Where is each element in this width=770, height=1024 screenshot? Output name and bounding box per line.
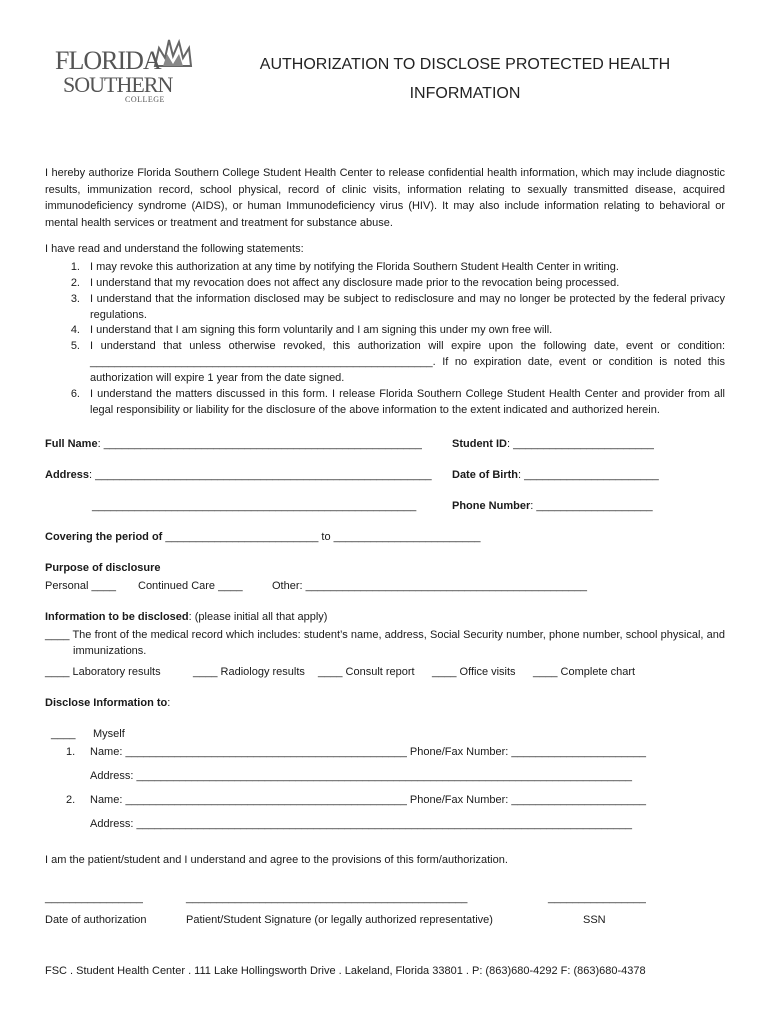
logo-text-florida: FLORIDA xyxy=(55,46,161,75)
phone-blank[interactable]: : ___________________ xyxy=(530,500,653,512)
logo-text-southern: SOUTHERN xyxy=(63,72,173,97)
info-complete-option[interactable]: ____ Complete chart xyxy=(533,666,636,678)
purpose-heading-text: Purpose of disclosure xyxy=(45,562,161,574)
student-id-label: Student ID xyxy=(452,438,507,450)
full-name-blank[interactable]: : ____________________________________________________ xyxy=(97,438,422,450)
recipient-1-name-phone[interactable]: Name: ______________________________________________ Phone/Fax Number: ______________________ xyxy=(90,746,647,758)
period-field[interactable] xyxy=(45,529,480,545)
disclose-heading-text: Disclose Information to xyxy=(45,697,168,709)
purpose-personal[interactable]: Personal ____ xyxy=(45,580,116,592)
title-line-2: INFORMATION xyxy=(409,85,521,102)
address-field[interactable] xyxy=(45,467,432,483)
footer-contact: FSC . Student Health Center . 111 Lake Hollingsworth Drive . Lakeland, Florida 33801 . P: (863)680-4292 F: (863)680-4378 xyxy=(45,965,646,977)
purpose-continued-care[interactable]: Continued Care ____ xyxy=(138,580,243,592)
statement-text: I understand that my revocation does not affect any disclosure made prior to the revocation being processed. xyxy=(90,277,620,289)
phone-field[interactable] xyxy=(452,498,653,514)
statement-number: 3. xyxy=(70,293,80,305)
date-blank[interactable]: ________________ xyxy=(45,892,143,904)
ssn-blank[interactable]: ________________ xyxy=(548,892,646,904)
title-line-1: AUTHORIZATION TO DISCLOSE PROTECTED HEALTH xyxy=(259,56,671,73)
disclose-heading-colon: : xyxy=(167,697,171,709)
statement-text: I understand the matters discussed in this form. I release Florida Southern College Student Health Center and provider from all legal responsibility or liability for the disclosure of the above information to the extent indicated and authorized herein. xyxy=(90,388,725,416)
info-office-option[interactable]: ____ Office visits xyxy=(432,666,516,678)
address-line-2-blank[interactable]: _____________________________________________________ xyxy=(92,500,417,512)
dob-blank[interactable]: : ______________________ xyxy=(518,469,659,481)
statement-text: I understand that the information disclosed may be subject to redisclosure and may no longer be protected by the federal privacy regulations. xyxy=(90,293,725,321)
info-heading-note: : (please initial all that apply) xyxy=(188,611,328,623)
statement-text: I understand that unless otherwise revoked, this authorization will expire upon the following date, event or condition: ________________________________________________________. If no expiration date, event or condition is noted this authorization will expire 1 year from the date signed. xyxy=(90,340,725,384)
purpose-heading xyxy=(45,560,161,576)
statement-text: I understand that I am signing this form voluntarily and I am signing this under my own free will. xyxy=(90,324,553,336)
page-title xyxy=(230,50,700,108)
purpose-other[interactable]: Other: ______________________________________________ xyxy=(272,580,588,592)
info-front-record-text: ____ The front of the medical record which includes: student’s name, address, Social Security number, phone number, school physical, and immunizations. xyxy=(45,629,725,657)
statement-number: 5. xyxy=(70,340,80,352)
info-heading-text: Information to be disclosed xyxy=(45,611,189,623)
dob-label: Date of Birth xyxy=(452,469,518,481)
info-heading xyxy=(45,609,327,625)
info-consult-option[interactable]: ____ Consult report xyxy=(318,666,415,678)
college-logo xyxy=(53,38,193,106)
statement-number: 1. xyxy=(70,261,80,273)
ssn-label: SSN xyxy=(583,914,606,926)
statement-number: 6. xyxy=(70,388,80,400)
signature-blank[interactable]: ______________________________________________ xyxy=(186,892,468,904)
full-name-label: Full Name xyxy=(45,438,98,450)
recipient-1-number: 1. xyxy=(66,746,76,758)
info-lab-option[interactable]: ____ Laboratory results xyxy=(45,666,161,678)
disclose-myself-blank[interactable]: ____ xyxy=(51,728,76,740)
dob-field[interactable] xyxy=(452,467,659,483)
student-id-field[interactable] xyxy=(452,436,654,452)
intro-paragraph: I hereby authorize Florida Southern College Student Health Center to release confidential health information, which may include diagnostic results, immunization record, school physical, record of clinic visits, information relating to sexually transmitted disease, acquired immunodeficiency syndrome (AIDS), or human Immunodeficiency virus (HIV). It may also include information relating to behavioral or mental health services or treatment and treatment for substance abuse. xyxy=(45,167,725,229)
disclose-heading xyxy=(45,695,170,711)
phone-label: Phone Number xyxy=(452,500,531,512)
address-blank[interactable]: : _______________________________________________________ xyxy=(89,469,432,481)
statement-text: I may revoke this authorization at any time by notifying the Florida Southern Student Health Center in writing. xyxy=(90,261,619,273)
recipient-2-address[interactable]: Address: _________________________________________________________________________________ xyxy=(90,818,632,830)
statement-number: 2. xyxy=(70,277,80,289)
agreement-statement: I am the patient/student and I understand and agree to the provisions of this form/authorization. xyxy=(45,854,508,866)
info-front-record-option[interactable] xyxy=(45,627,725,659)
signature-label: Patient/Student Signature (or legally authorized representative) xyxy=(186,914,493,926)
full-name-field[interactable] xyxy=(45,436,422,452)
period-blanks[interactable]: _________________________ to ________________________ xyxy=(162,531,481,543)
info-radiology-option[interactable]: ____ Radiology results xyxy=(193,666,305,678)
recipient-1-address[interactable]: Address: _________________________________________________________________________________ xyxy=(90,770,632,782)
period-label: Covering the period of xyxy=(45,531,163,543)
statement-number: 4. xyxy=(70,324,80,336)
student-id-blank[interactable]: : _______________________ xyxy=(507,438,654,450)
recipient-2-number: 2. xyxy=(66,794,76,806)
disclose-myself-label: Myself xyxy=(93,728,125,740)
logo-text-college: COLLEGE xyxy=(125,95,165,104)
recipient-2-name-phone[interactable]: Name: ______________________________________________ Phone/Fax Number: ______________________ xyxy=(90,794,647,806)
date-label: Date of authorization xyxy=(45,914,147,926)
statements-heading: I have read and understand the following statements: xyxy=(45,243,304,255)
address-label: Address xyxy=(45,469,90,481)
